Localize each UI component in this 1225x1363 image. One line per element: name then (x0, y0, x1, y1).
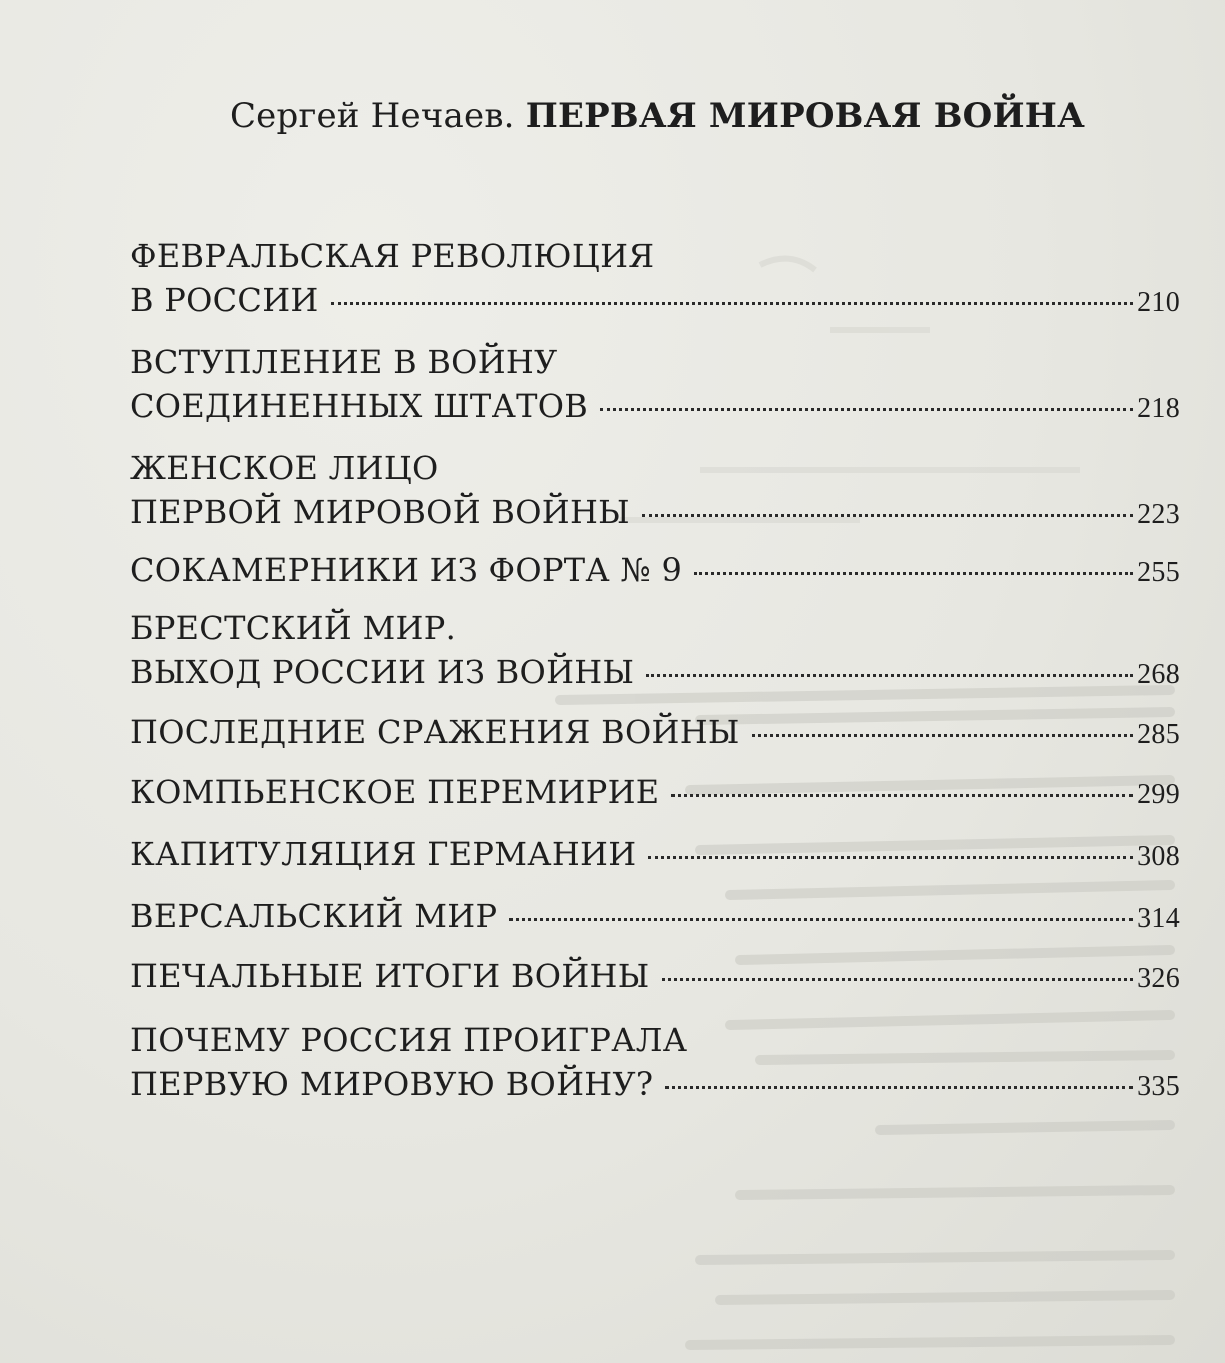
toc-entry (130, 340, 1180, 431)
dot-leader (665, 1086, 1133, 1089)
dot-leader (646, 674, 1133, 677)
toc-entry-title-line2: СОЕДИНЕННЫХ ШТАТОВ (130, 387, 589, 425)
toc-entry (130, 710, 1180, 757)
toc-entry-title-line2: ПЕРВУЮ МИРОВУЮ ВОЙНУ? (130, 1065, 654, 1103)
toc-entry-title-line1: ЖЕНСКОЕ ЛИЦО (130, 449, 439, 487)
toc-entry-title: КОМПЬЕНСКОЕ ПЕРЕМИРИЕ (130, 773, 660, 811)
book-header (0, 96, 1225, 136)
toc-entry (130, 832, 1180, 879)
toc-entry-title: СОКАМЕРНИКИ ИЗ ФОРТА № 9 (130, 551, 683, 589)
toc-entry-title: ВЕРСАЛЬСКИЙ МИР (130, 897, 498, 935)
page-number: 268 (1137, 659, 1180, 690)
toc-entry (130, 894, 1180, 941)
page-number: 314 (1137, 903, 1180, 934)
toc-entry (130, 548, 1180, 595)
dot-leader (671, 794, 1133, 797)
page-number: 218 (1137, 393, 1180, 424)
toc-entry-title: КАПИТУЛЯЦИЯ ГЕРМАНИИ (130, 835, 637, 873)
page-number: 308 (1137, 841, 1180, 872)
dot-leader (752, 734, 1133, 737)
toc-entry (130, 606, 1180, 697)
dot-leader (694, 572, 1133, 575)
dot-leader (331, 302, 1133, 305)
page-number: 210 (1137, 287, 1180, 318)
dot-leader (648, 856, 1133, 859)
dot-leader (642, 514, 1133, 517)
toc-entry-title-line2: ПЕРВОЙ МИРОВОЙ ВОЙНЫ (130, 493, 630, 531)
toc-entry (130, 954, 1180, 1001)
dot-leader (509, 918, 1133, 921)
dot-leader (600, 408, 1133, 411)
toc-entry (130, 1018, 1180, 1109)
toc-entry-title-line1: ВСТУПЛЕНИЕ В ВОЙНУ (130, 343, 558, 381)
page-number: 299 (1137, 779, 1180, 810)
toc-entry (130, 770, 1180, 817)
page-number: 326 (1137, 963, 1180, 994)
toc-entry-title-line2: В РОССИИ (130, 281, 319, 319)
toc-entry-title: ПЕЧАЛЬНЫЕ ИТОГИ ВОЙНЫ (130, 957, 650, 995)
dot-leader (662, 978, 1134, 981)
page-number: 223 (1137, 499, 1180, 530)
toc-entry-title-line1: БРЕСТСКИЙ МИР. (130, 609, 457, 647)
toc-entry (130, 234, 1180, 325)
toc-entry (130, 446, 1180, 537)
toc-entry-title-line1: ФЕВРАЛЬСКАЯ РЕВОЛЮЦИЯ (130, 237, 655, 275)
toc-entry-title-line2: ВЫХОД РОССИИ ИЗ ВОЙНЫ (130, 653, 635, 691)
toc-entry-title-line1: ПОЧЕМУ РОССИЯ ПРОИГРАЛА (130, 1021, 688, 1059)
page-number: 255 (1137, 557, 1180, 588)
author-name: Сергей Нечаев. (229, 96, 515, 136)
page-number: 285 (1137, 719, 1180, 750)
page-number: 335 (1137, 1071, 1180, 1102)
book-title: ПЕРВАЯ МИРОВАЯ ВОЙНА (525, 96, 1086, 136)
toc-entry-title: ПОСЛЕДНИЕ СРАЖЕНИЯ ВОЙНЫ (130, 713, 740, 751)
